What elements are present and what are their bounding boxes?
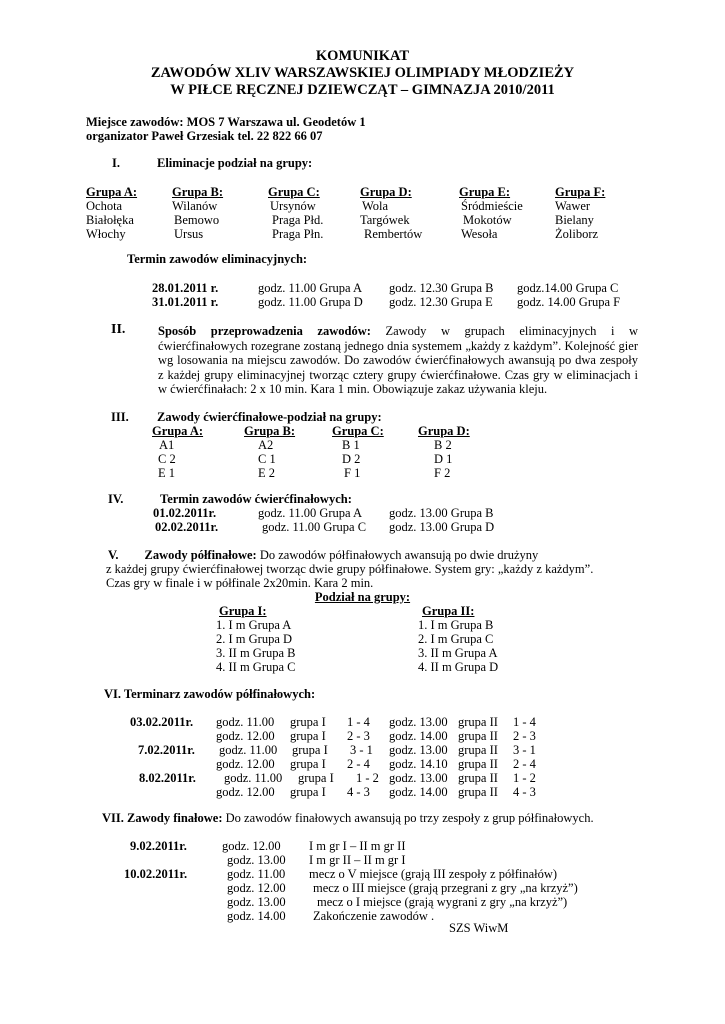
match-pair: 1 - 4 [513,715,536,729]
team-seed: A1 [159,438,175,452]
match-time: godz. 13.00 [227,853,286,867]
match-time: godz. 11.00 [216,715,275,729]
list-item: 2. I m Grupa D [216,632,293,646]
team-name: Wesoła [461,227,498,241]
semifinal-group-list [216,618,296,674]
schedule-date: 10.02.2011r. [124,867,188,881]
section-2-number: II. [111,322,126,337]
match-group: grupa I [290,785,326,799]
section-5-number: V. [108,548,119,562]
match-time: godz. 11.00 [224,771,283,785]
list-item: 1. I m Grupa A [216,618,292,632]
schedule-slot: godz. 13.00 Grupa D [389,520,495,534]
match-time: godz. 14.00 [389,785,448,799]
schedule-date: 9.02.2011r. [130,839,187,853]
team-seed: C 2 [158,452,176,466]
team-name: Rembertów [364,227,423,241]
match-pair: 3 - 1 [513,743,536,757]
match-pair: 2 - 3 [347,729,370,743]
section-5-text: Do zawodów półfinałowych awansują po dwie drużyny [256,548,539,562]
schedule-slot: godz. 12.30 Grupa B [389,281,494,295]
section-5-title: Zawody półfinałowe: [144,548,257,562]
match-pair: 1 - 4 [347,715,370,729]
match-group: grupa II [458,757,498,771]
match-pair: 4 - 3 [513,785,536,799]
schedule-slot: godz.14.00 Grupa C [517,281,619,295]
match-group: grupa I [292,743,328,757]
match-pair: 2 - 3 [513,729,536,743]
section-7-title: VII. Zawody finałowe: [102,811,223,825]
title-line-1: KOMUNIKAT [315,48,410,64]
qf-group-column [418,424,470,480]
title-line-3: W PIŁCE RĘCZNEJ DZIEWCZĄT – GIMNAZJA 2010/2011 [170,82,555,98]
match-time: godz. 12.00 [227,881,286,895]
match-time: godz. 13.00 [389,743,448,757]
match-time: godz. 11.00 [227,867,286,881]
match-group: grupa II [458,715,498,729]
schedule-date: 01.02.2011r. [153,506,217,520]
group-header: Grupa II: [422,604,475,618]
match-group: grupa I [290,715,326,729]
team-name: Targówek [360,213,410,227]
section-2-title: Sposób przeprowadzenia zawodów: [158,324,371,338]
match-group: grupa II [458,729,498,743]
schedule-slot: godz. 11.00 Grupa D [258,295,363,309]
match-time: godz. 12.00 [216,785,275,799]
match-description: mecz o V miejsce (grają III zespoły z półfinałów) [309,867,558,881]
team-name: Wilanów [172,199,218,213]
group-column [555,185,605,241]
schedule-date: 28.01.2011 r. [152,281,219,295]
section-5-line-2: z każdej grupy ćwierćfinałowej tworząc dwie grupy półfinałowe. System gry: „każdy z każdym”. [106,562,594,576]
group-column [172,185,223,241]
team-seed: B 1 [342,438,360,452]
group-header: Grupa C: [332,424,384,438]
group-header: Grupa A: [152,424,204,438]
schedule-date: 8.02.2011r. [139,771,196,785]
schedule-slot: godz. 11.00 Grupa C [262,520,367,534]
team-name: Włochy [86,227,126,241]
match-pair: 1 - 2 [513,771,536,785]
team-seed: D 1 [434,452,453,466]
match-pair: 2 - 4 [347,757,370,771]
team-seed: B 2 [434,438,452,452]
match-time: godz. 13.00 [389,715,448,729]
organizer-line: organizator Paweł Grzesiak tel. 22 822 66 07 [86,129,323,143]
match-description: Zakończenie zawodów . [313,909,435,923]
list-item: 3. II m Grupa A [418,646,498,660]
match-time: godz. 13.00 [389,771,448,785]
match-time: godz. 12.00 [216,729,275,743]
section-4-number: IV. [108,492,124,506]
section-1-number: I. [112,156,120,170]
match-group: grupa II [458,771,498,785]
qf-group-column [332,424,384,480]
team-name: Wawer [555,199,591,213]
signature: SZS WiwM [449,921,509,935]
title-line-2: ZAWODÓW XLIV WARSZAWSKIEJ OLIMPIADY MŁODZIEŻY [150,65,575,81]
list-item: 2. I m Grupa C [418,632,494,646]
match-time: godz. 11.00 [219,743,278,757]
schedule-slot: godz. 11.00 Grupa A [258,281,363,295]
team-name: Żoliborz [555,227,599,241]
match-group: grupa I [298,771,334,785]
section-7-text: Do zawodów finałowych awansują po trzy zespoły z grup półfinałowych. [222,811,594,825]
team-name: Śródmieście [461,199,523,213]
section-6-title: VI. Terminarz zawodów półfinałowych: [104,687,316,701]
team-seed: D 2 [342,452,361,466]
section-5-line-3: Czas gry w finale i w półfinale 2x20min. Kara 2 min. [106,576,374,590]
section-3-number: III. [111,410,129,424]
group-column [268,185,323,241]
schedule-slot: godz. 14.00 Grupa F [517,295,621,309]
list-item: 3. II m Grupa B [216,646,296,660]
team-name: Ursynów [270,199,316,213]
match-description: mecz o III miejsce (grają przegrani z gry „na krzyż”) [313,881,578,895]
schedule-date: 7.02.2011r. [138,743,195,757]
venue-line: Miejsce zawodów: MOS 7 Warszawa ul. Geodetów 1 [86,115,366,129]
section-1-title: Eliminacje podział na grupy: [157,156,313,170]
section-3-title: Zawody ćwierćfinałowe-podział na grupy: [157,410,382,424]
group-column [360,185,422,241]
section-5-line-1 [108,548,538,562]
team-name: Wola [362,199,389,213]
qf-group-column [244,424,295,480]
schedule-slot: godz. 13.00 Grupa B [389,506,494,520]
match-group: grupa II [458,743,498,757]
schedule-date: 31.01.2011 r. [152,295,219,309]
section-2-paragraph [158,324,638,397]
match-time: godz. 12.00 [222,839,281,853]
group-column [86,185,137,241]
schedule-date: 03.02.2011r. [130,715,194,729]
team-name: Bemowo [174,213,220,227]
group-header: Grupa I: [219,604,267,618]
match-group: grupa I [290,757,326,771]
match-group: grupa I [290,729,326,743]
group-header: Grupa B: [172,185,224,199]
team-name: Bielany [555,213,594,227]
qf-group-column [152,424,203,480]
match-description: mecz o I miejsce (grają wygrani z gry „na krzyż”) [317,895,568,909]
match-time: godz. 13.00 [227,895,286,909]
match-pair: 3 - 1 [350,743,373,757]
schedule-date: 02.02.2011r. [155,520,219,534]
list-item: 4. II m Grupa C [216,660,296,674]
team-seed: E 1 [158,466,176,480]
match-pair: 1 - 2 [356,771,379,785]
list-item: 1. I m Grupa B [418,618,494,632]
team-seed: A2 [258,438,274,452]
group-header: Grupa A: [86,185,138,199]
match-time: godz. 14.00 [389,729,448,743]
team-seed: F 2 [434,466,451,480]
match-group: grupa II [458,785,498,799]
group-header: Grupa C: [268,185,320,199]
team-name: Praga Płn. [272,227,324,241]
schedule-slot: godz. 11.00 Grupa A [258,506,363,520]
team-seed: C 1 [258,452,276,466]
match-time: godz. 14.10 [389,757,448,771]
group-header: Grupa D: [418,424,470,438]
team-name: Mokotów [463,213,512,227]
group-header: Grupa E: [459,185,511,199]
team-name: Praga Płd. [272,213,324,227]
match-pair: 2 - 4 [513,757,536,771]
match-pair: 4 - 3 [347,785,370,799]
match-time: godz. 14.00 [227,909,286,923]
team-name: Ochota [86,199,123,213]
group-column [459,185,523,241]
schedule-slot: godz. 12.30 Grupa E [389,295,493,309]
group-header: Grupa B: [244,424,296,438]
section-2-text: Zawody w grupach eliminacyjnych i w ćwierćfinałowych rozegrane zostaną jednego dnia systemem „każdy z każdym”. Kolejność gier wg losowania na miejscu zawodów. Do zawodów ćwierćfinałowych awansują po dwa zespoły z każdej grupy eliminacyjnej tworząc cztery grupy ćwierćfinałowe. Czas gry w eliminacjach i w ćwierćfinałach: 2 x 10 min. Kara 1 min. Obowiązuje zakaz używania kleju. [158,324,638,397]
semifinal-split-title: Podział na grupy: [314,590,411,604]
team-seed: F 1 [344,466,361,480]
semifinal-group-list [418,618,498,674]
group-header: Grupa D: [360,185,412,199]
team-name: Białołęka [86,213,134,227]
match-description: I m gr II – II m gr I [309,853,406,867]
match-description: I m gr I – II m gr II [309,839,406,853]
elimination-schedule-title: Termin zawodów eliminacyjnych: [127,252,308,266]
team-seed: E 2 [258,466,276,480]
list-item: 4. II m Grupa D [418,660,499,674]
section-7-line [102,811,594,825]
match-time: godz. 12.00 [216,757,275,771]
section-4-title: Termin zawodów ćwierćfinałowych: [160,492,352,506]
team-name: Ursus [174,227,204,241]
group-header: Grupa F: [555,185,606,199]
